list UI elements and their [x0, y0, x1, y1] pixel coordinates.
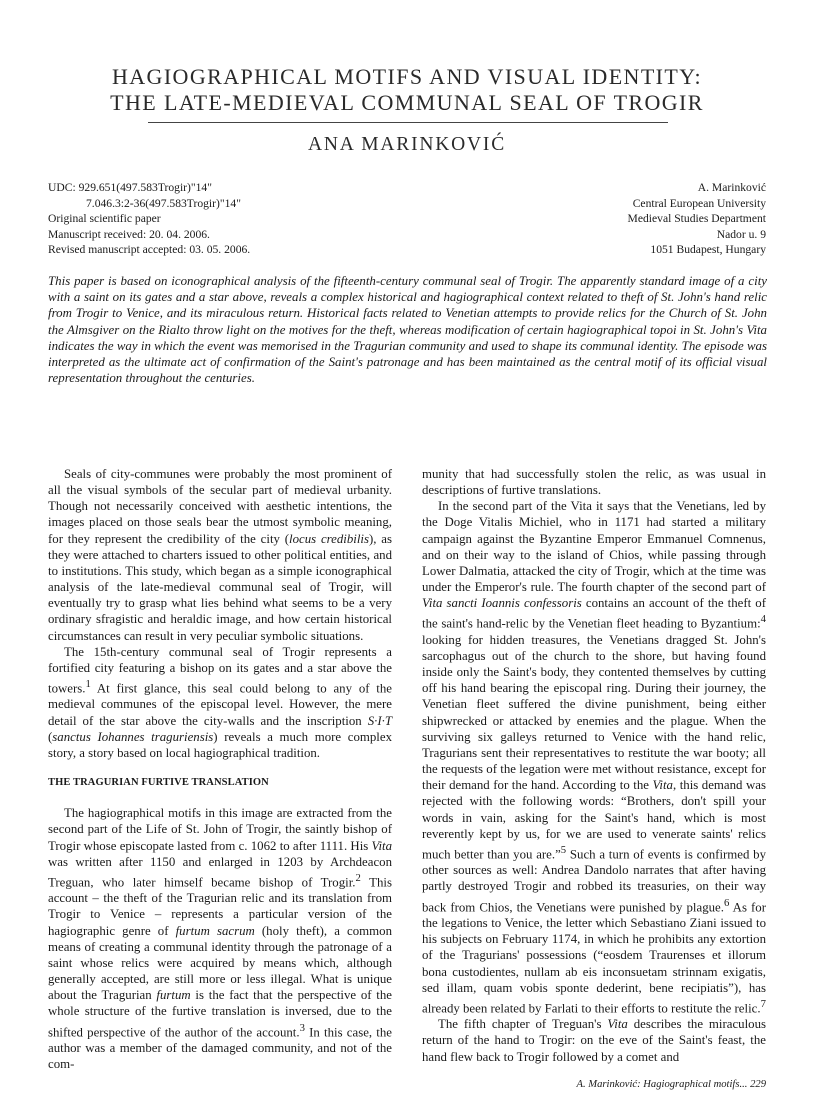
body-column-right — [422, 466, 766, 1065]
title-divider — [148, 122, 668, 123]
address-institution: Central European University — [632, 196, 766, 210]
footnote-ref[interactable]: 1 — [85, 678, 91, 691]
accepted-date: Revised manuscript accepted: 03. 05. 2006. — [48, 243, 251, 256]
abstract — [48, 273, 767, 386]
classification-block — [48, 180, 408, 258]
title-line-1: HAGIOGRAPHICAL MOTIFS AND VISUAL IDENTITY: — [111, 64, 703, 89]
footnote-ref[interactable]: 4 — [760, 613, 766, 626]
article-title — [0, 64, 814, 116]
paragraph: The 15th-century communal seal of Trogir represents a fortified city featuring a bishop on its gates and a star above the towers.$^1$ At first glance, this seal could belong to any of the medieval communes of the episcopal level. However, the mere detail of the star above the city-walls and the inscription S·I·T (sanctus Iohannes traguriensis) reveals a much more complex story, a story based on local hagiographical tradition. — [48, 644, 392, 760]
footnote-ref[interactable]: 2 — [355, 871, 361, 884]
footnote-ref[interactable]: 5 — [560, 843, 567, 856]
paragraph: Seals of city-communes were probably the most prominent of all the visual symbols of the secular part of medieval urbanity. Though not necessarily conceived with aesthetic intentions, the images placed on those seals bear the utmost symbolic meaning, for they represent the credibility of the city (locus credibilis), as they were attached to charters issued to other political entities, and to institutions. This study, which began as a simple iconographical analysis of the late-medieval communal seal of Trogir, will eventually try to grasp what lies behind what seems to be a very ordinary sfragistic and heraldic image, and how certain historical circumstances can result in very peculiar symbolic situations. — [48, 467, 392, 643]
received-date: Manuscript received: 20. 04. 2006. — [48, 227, 210, 241]
address-department: Medieval Studies Department — [627, 212, 766, 225]
address-street: Nador u. 9 — [716, 227, 766, 241]
footnote-ref[interactable]: 7 — [760, 997, 766, 1010]
abstract-text: This paper is based on iconographical analysis of the fifteenth-century communal seal of Trogir. The apparently standard image of a city with a saint on its gates and a star above, reveals a complex historical and hagiographical context related to theft of St. John's hand relic from Trogir to Venice, and its miraculous return. Historical facts related to Venetian attempts to provide relics for the Church of St. John the Almsgiver on the Rialto throw light on the motives for the theft, whereas modification of certain hagiographical topoi in St. John's Vita indicates the way in which the event was memorised in the Tragurian community and used to shape its communal identity. The episode was interpreted as the ultimate act of confirmation of the Saint's patronage and has been maintained as the central motif of its official visual representation throughout the centuries. — [48, 274, 767, 386]
paragraph: The fifth chapter of Treguan's Vita describes the miraculous return of the hand to Trogir: on the eve of the Saint's feast, the hand flew back to Trogir followed by a comet and — [422, 1017, 767, 1064]
paragraph: In the second part of the Vita it says that the Venetians, led by the Doge Vitalis Michiel, who in 1171 had started a military campaign against the Byzantine Emperor Emmanuel Comnenus, and on their way to the island of Chios, while passing through Lower Dalmatia, attacked the city of Trogir, which at the time was under the Emperor's rule. The fourth chapter of the second part of Vita sancti Ioannis confessoris contains an account of the theft of the saint's hand-relic by the Venetian fleet heading to Byzantium:$^4$ looking for hidden treasures, the Venetians dragged St. John's sarcophagus out of the church to the shore, but having found inside only the Saint's body, they contented themselves by cutting off his hand bearing the episcopal ring. During their journey, the Venetian fleet suffered the divine punishment, being either shipwrecked or attacked by enemies and the plague. When the surviving six galleys returned to Venice with the hand relic, Tragurians sent their representatives to restitute the war booty; all the requests of the legation were met without resistance, except for their demand for the hand. According to the Vita, this demand was rejected with the following words: “Brothers, don't spill your words in vain, asking for the Saint's hand, which is most reverently kept by us, for we are used to venerate saints' relics much better than you are.”$^5$ Such a turn of events is confirmed by other sources as well: Andrea Dandolo narrates that after having partly destroyed Trogir and robbed its treasuries, on their way back from Chios, the Venetians were punished by plague.$^6$ As for the legations to Venice, the letter which Sebastiano Ziani issued to his subjects on February 1174, in which he prohibits any extortion of the Tragurians' possessions (“eosdem Traurenses et illorum bona custodientes, nullam ab eis inconsuetam strinnam exigatis, sed illam, quam vobis sponte dederint, bene recipiatis”), has already been related by Farlati to their efforts to restitute the relic.$^7$ — [422, 499, 767, 1016]
author-address-block — [466, 180, 766, 258]
section-heading: THE TRAGURIAN FURTIVE TRANSLATION — [48, 777, 269, 789]
author-name: ANA MARINKOVIĆ — [308, 134, 506, 155]
paper-type: Original scientific paper — [48, 212, 161, 225]
paragraph: munity that had successfully stolen the relic, as was usual in descriptions of furtive translations. — [422, 467, 766, 498]
title-line-2: THE LATE-MEDIEVAL COMMUNAL SEAL OF TROGIR — [110, 90, 704, 115]
address-name: A. Marinković — [697, 181, 766, 194]
address-city: 1051 Budapest, Hungary — [650, 243, 766, 256]
body-column-left — [48, 466, 392, 1072]
udc-line: UDC: 929.651(497.583Trogir)"14" — [48, 181, 212, 194]
running-footer: A. Marinković: Hagiographical motifs... 229 — [576, 1079, 766, 1090]
footnote-ref[interactable]: 6 — [723, 896, 730, 909]
udc-line-2: 7.046.3:2-36(497.583Trogir)"14" — [86, 196, 241, 210]
paragraph: The hagiographical motifs in this image are extracted from the second part of the Life of St. John of Trogir, the saintly bishop of Trogir whose episcopate lasted from c. 1062 to after 1111. His Vita was written after 1150 and enlarged in 1203 by Archdeacon Treguan, who later himself became bishop of Trogir.$^2$ This account – the theft of the Tragurian relic and its translation from Trogir to Venice – represents a particular version of the hagiographic genre of furtum sacrum (holy theft), a common means of creating a communal identity through the patronage of a saint whose relics were acquired by means which, although generally accepted, are still more or less illegal. What is unique about the Tragurian furtum is the fact that the perspective of the whole structure of the furtive translation is inversed, due to the shifted perspective of the author of the account.$^3$ In this case, the author was a member of the damaged community, and not of the com- — [48, 806, 392, 1072]
footnote-ref[interactable]: 3 — [299, 1021, 305, 1034]
